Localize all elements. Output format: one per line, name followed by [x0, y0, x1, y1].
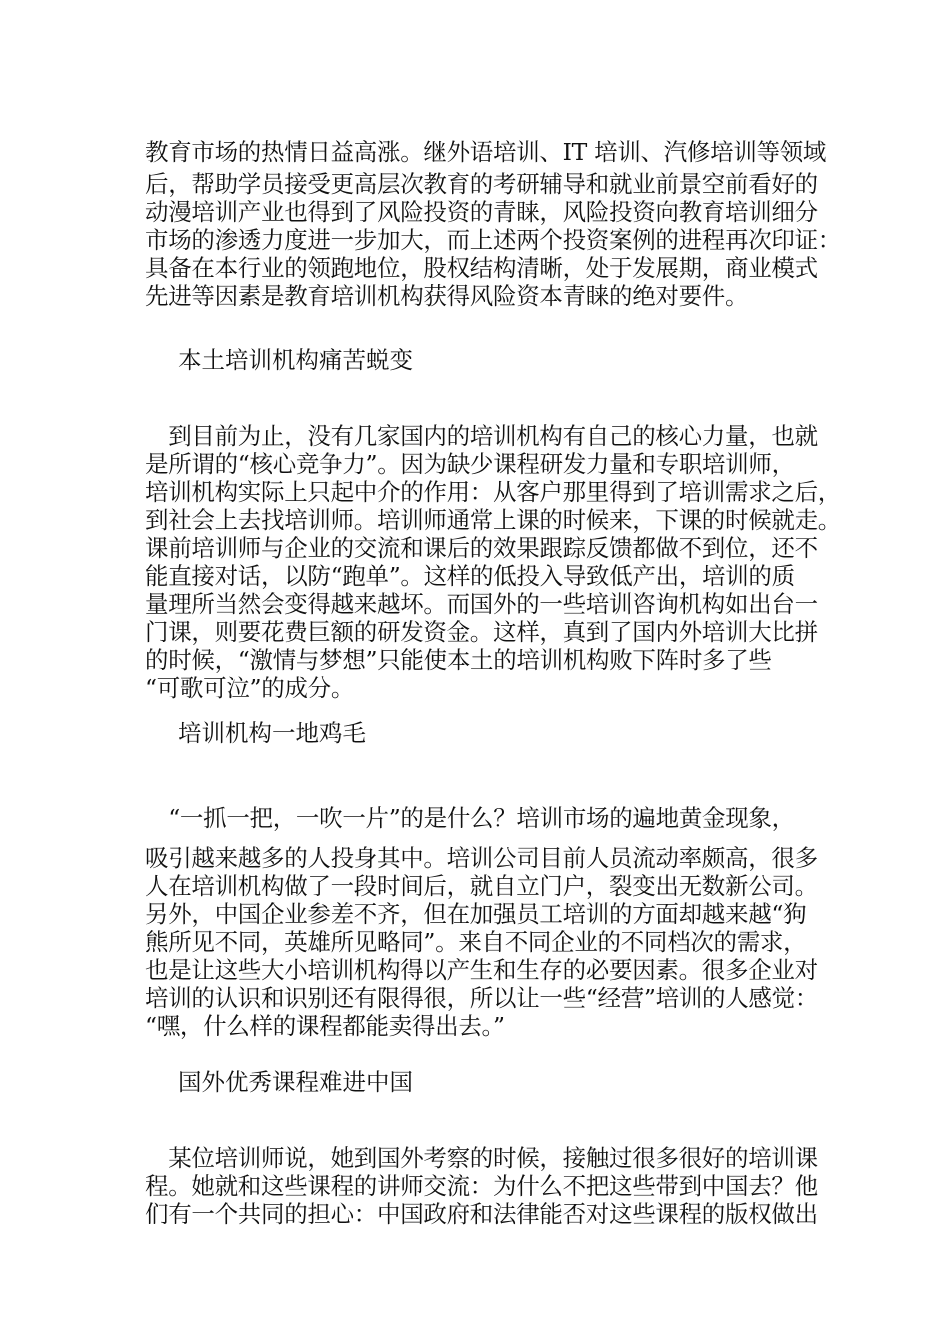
text-line: 具备在本行业的领跑地位，股权结构清晰，处于发展期，商业模式 [145, 254, 818, 282]
text-line: 吸引越来越多的人投身其中。培训公司目前人员流动率颇高，很多 [145, 844, 818, 872]
paragraph-foreign-courses [145, 1144, 818, 1228]
text-line: 人在培训机构做了一段时间后，就自立门户，裂变出无数新公司。 [145, 872, 818, 900]
text-line: “嘿，什么样的课程都能卖得出去。” [145, 1012, 505, 1040]
text-line: 教育市场的热情日益高涨。继外语培训、IT 培训、汽修培训等领域 [145, 138, 827, 166]
text-line: 另外，中国企业参差不齐，但在加强员工培训的方面却越来越“狗 [145, 900, 807, 928]
text-line: “一抓一把，一吹一片”的是什么？培训市场的遍地黄金现象， [145, 804, 795, 832]
text-line: 量理所当然会变得越来越坏。而国外的一些培训咨询机构如出台一 [145, 590, 818, 618]
paragraph-intro [145, 134, 841, 310]
text-line: 们有一个共同的担心：中国政府和法律能否对这些课程的版权做出 [145, 1200, 818, 1228]
paragraph-training-chaos [145, 804, 819, 1040]
text-line: 先进等因素是教育培训机构获得风险资本青睐的绝对要件。 [145, 282, 749, 310]
text-line: 程。她就和这些课程的讲师交流：为什么不把这些带到中国去？他 [145, 1172, 818, 1200]
text-line: 培训的认识和识别还有限得很，所以让一些“经营”培训的人感觉： [145, 984, 819, 1012]
text-line: 动漫培训产业也得到了风险投资的青睐，风险投资向教育培训细分 [145, 198, 818, 226]
paragraph-local-institutions [145, 422, 841, 702]
text-line: 是所谓的“核心竞争力”。因为缺少课程研发力量和专职培训师， [145, 450, 795, 478]
text-line: 也是让这些大小培训机构得以产生和生存的必要因素。很多企业对 [145, 956, 818, 984]
text-line: 的时候，“激情与梦想”只能使本土的培训机构败下阵时多了些 [145, 646, 772, 674]
section-heading: 培训机构一地鸡毛 [178, 719, 366, 747]
text-line: 培训机构实际上只起中介的作用：从客户那里得到了培训需求之后， [145, 478, 841, 506]
section-heading: 本土培训机构痛苦蜕变 [178, 346, 413, 374]
text-line: 某位培训师说，她到国外考察的时候，接触过很多很好的培训课 [145, 1144, 818, 1172]
text-line: 课前培训师与企业的交流和课后的效果跟踪反馈都做不到位，还不 [145, 534, 818, 562]
text-line: 到社会上去找培训师。培训师通常上课的时候来，下课的时候就走。 [145, 506, 841, 534]
text-line: 后，帮助学员接受更高层次教育的考研辅导和就业前景空前看好的 [145, 170, 818, 198]
section-heading: 国外优秀课程难进中国 [178, 1068, 413, 1096]
text-line: 能直接对话，以防“跑单”。这样的低投入导致低产出，培训的质 [145, 562, 795, 590]
text-line: “可歌可泣”的成分。 [145, 674, 355, 702]
text-line: 市场的渗透力度进一步加大，而上述两个投资案例的进程再次印证： [145, 226, 841, 254]
text-line: 熊所见不同，英雄所见略同”。来自不同企业的不同档次的需求， [145, 928, 807, 956]
text-line: 到目前为止，没有几家国内的培训机构有自己的核心力量，也就 [145, 422, 818, 450]
text-line: 门课，则要花费巨额的研发资金。这样，真到了国内外培训大比拼 [145, 618, 818, 646]
